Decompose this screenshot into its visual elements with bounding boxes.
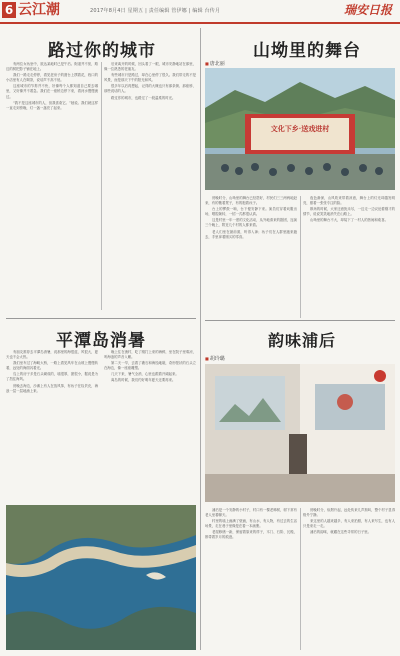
author-tag: ■ 唐北丽: [205, 60, 225, 67]
page-divider: [200, 28, 201, 650]
article-paragraph: 岛上的房子多是石头砌成的，墙很厚，窗很小，据说是为了挡住海风。: [6, 372, 98, 382]
article-paragraph: 老人们坐在最前面，听得入神；孩子们在人群里跑来跑去，手里拿着刚买的零食。: [205, 229, 297, 239]
article-paragraph: 晚上住在渔村，吃了刚打上来的海鲜，坐在院子里乘凉，听海浪的声音入睡。: [104, 350, 196, 360]
article-paragraph: 浦后是一个安静的小村子，村口有一棵老樟树，树下常有老人坐着聊天。: [205, 508, 297, 518]
article-paragraph: 有些城市只是路过，却在心里停了很久。我们带走的不是风景，而是那天下午的阳光和风。: [104, 73, 196, 83]
article-body-column: [205, 508, 297, 650]
article-paragraph: 老屋修缮一新，保留着原来的样子，木门、石阶、瓦檐，都带着岁月的痕迹。: [205, 530, 297, 540]
article-paragraph: 来这里的人越来越多，有人来拍照，有人来写生，也有人只是来走一走。: [303, 519, 395, 529]
article-paragraph: 有两位女孩坐中，抵达某地时已是午后。街道并不宽，路边的树把影子铺在地上。: [6, 62, 98, 72]
article-paragraph: “我不是这座城市的人，但我喜欢它。”她说。我们就这样一直走到傍晚，灯一盏一盏亮了起来。: [6, 100, 98, 110]
column-divider: [101, 62, 102, 310]
stage-photo: [205, 68, 395, 190]
article-paragraph: 傍晚时分，炊烟升起，远处传来几声狗叫，整个村子显得格外宁静。: [303, 508, 395, 518]
article-paragraph: 浦后的韵味，就藏在这些寻常的日子里。: [310, 530, 372, 535]
article-paragraph: 傍晚时分，山坳里的舞台已经搭好，村民们三三两两地赶来，有的搬着凳子，有的抱着孩子。: [205, 196, 297, 206]
article-paragraph: 我们坐车过了海峡大桥，一路上看见风车在山坡上慢慢转着，远处的海面闪着光。: [6, 361, 98, 371]
article-paragraph: 很多年以后再想起，记得的大概也只有那条街、那座桥、那些说话的人。: [104, 84, 196, 94]
article-paragraph: 夜色渐深，山风吹来带着凉意，舞台上的灯光却越发明亮，照着一张张专注的脸。: [303, 196, 395, 206]
article-title: 韵味浦后: [268, 331, 337, 350]
village-photo: [205, 364, 395, 502]
article-body-column: [303, 508, 395, 650]
article-paragraph: 散场的时候，大家还意犹未尽，一边走一边议论着刚才的情节，说说笑笑地消失在山路上。: [303, 207, 395, 217]
article-paragraph: 这是村里一年一度的文化活动，从外地请来的剧团，连演三个晚上，附近几个村的人都来看。: [205, 218, 297, 228]
article-body-column: [104, 350, 196, 500]
date-line: 2017年8月4日 星期五 | 责任编辑 管伊娜 | 编辑 台传月: [90, 8, 221, 14]
section-divider: [205, 320, 395, 321]
article-paragraph: 第二天一早，去看了礁石和海蚀地貌，奇形怪状的石头立在海边，像一座座雕塑。: [104, 361, 196, 371]
article-paragraph: 台上的锣鼓一响，台下便安静下来。演员们穿着戏服出场，唱腔婉转，一招一式都很认真。: [205, 207, 297, 217]
author-tag: ■ 胡玲璐: [205, 355, 225, 362]
column-divider: [300, 196, 301, 318]
article-paragraph: 这座城市的节奏并不快，好像每个人都知道自己要去哪里，又好像并不着急。我们在一座桥边停下来，看河水慢慢流过。: [6, 84, 98, 99]
article-paragraph: 山坳里的舞台不大，却装下了一村人的热闹和欢喜。: [310, 218, 388, 223]
village-scene: [205, 364, 395, 502]
article-paragraph: 有朋友推荐去平潭岛消暑，说那里的海很蓝，风很大，夏天也不会太热。: [6, 350, 98, 360]
masthead: 瑞安日报: [343, 3, 392, 17]
article-body-column: [303, 196, 395, 318]
page-number: 6: [2, 2, 16, 18]
article-title: 路过你的城市: [48, 41, 156, 61]
section-divider: [6, 318, 196, 319]
article-paragraph: 路过你的城市，也路过了一段温柔的时光。: [111, 95, 176, 100]
coast-scene: [6, 505, 196, 650]
article-paragraph: 离岛的时候，我们约好明年夏天还要再来。: [111, 378, 176, 383]
article-title: 平潭岛消暑: [56, 331, 146, 351]
article-paragraph: 傍晚去海边，沙滩上有人在放风筝，有孩子在捡贝壳，海浪一层一层地涌上来。: [6, 383, 98, 393]
article-body-column: [6, 62, 98, 310]
article-paragraph: 村里的墙上画满了壁画，有山水，有人物，有过去的生活场景，走在巷子里像是在看一本画册。: [205, 519, 297, 529]
article-title: 山坳里的舞台: [253, 41, 361, 61]
article-body-column: [205, 196, 297, 318]
article-paragraph: 后来离开的时候，回头看了一眼，城市安静地站在那里，像一位熟悉的老朋友。: [104, 62, 196, 72]
island-photo: [6, 505, 196, 650]
article-body-column: [104, 62, 196, 310]
column-divider: [300, 508, 301, 650]
article-paragraph: 我们一路走走停停，看见老房子的窗台上摆着花，巷口的小店里有人在喝茶，说话声不高不低。: [6, 73, 98, 83]
article-paragraph: 几天下来，暑气全消，心里也跟着开阔起来。: [111, 372, 179, 377]
stage-banner-text: 文化下乡·送戏进村: [270, 124, 330, 133]
section-title: 云江潮: [18, 2, 60, 18]
